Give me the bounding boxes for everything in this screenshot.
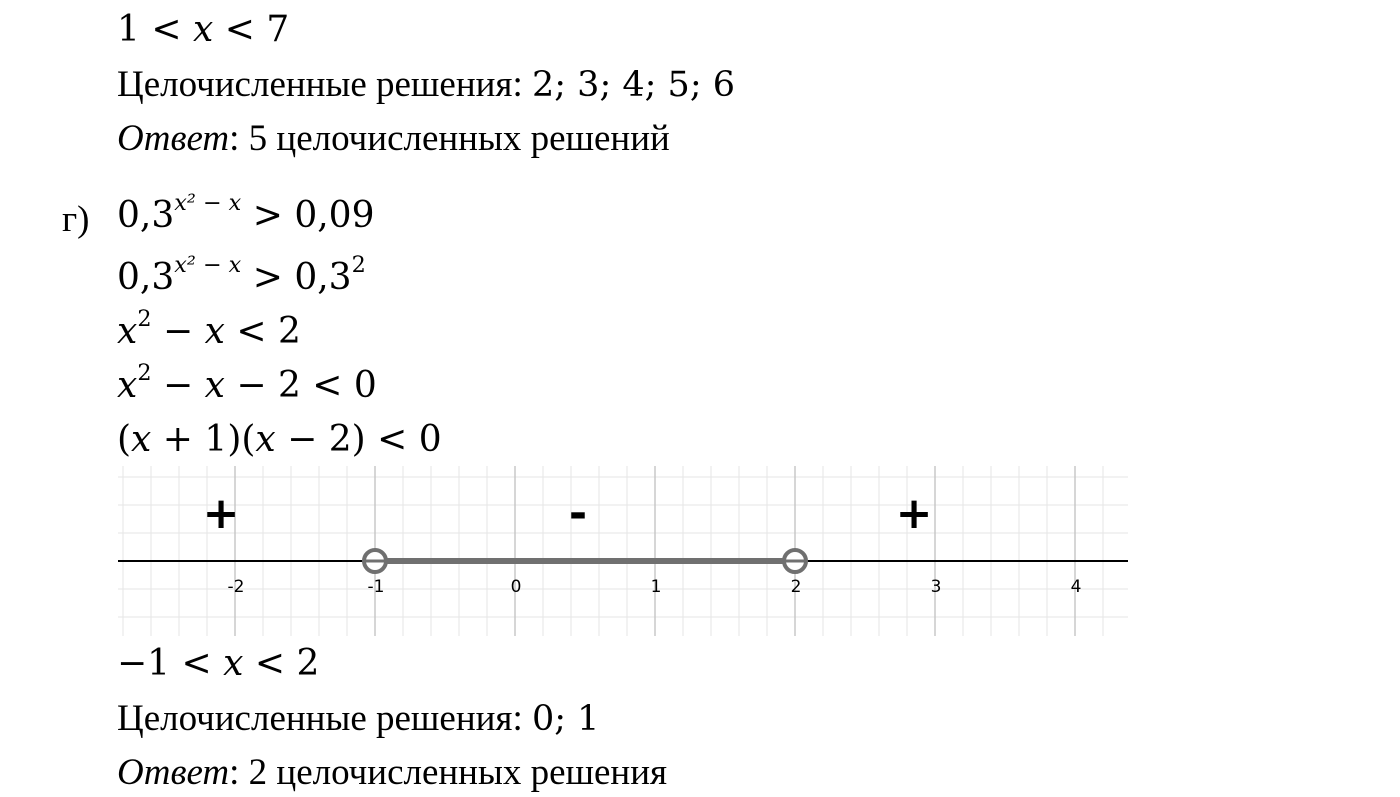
result-range-var: x xyxy=(223,643,244,684)
step-5-p3: − 2) < 0 xyxy=(275,419,442,460)
tick-label: 3 xyxy=(930,577,942,597)
step-2 xyxy=(117,252,366,298)
step-5 xyxy=(117,419,442,460)
prev-range-op2: < xyxy=(224,9,255,50)
tick-label: 1 xyxy=(650,577,662,597)
tick-label: 0 xyxy=(510,577,522,597)
step-4-var: x xyxy=(117,365,138,406)
prev-range-op1: < xyxy=(151,9,182,50)
prev-answer-label: Ответ xyxy=(117,118,230,159)
tick-label: -2 xyxy=(227,577,245,597)
step-1 xyxy=(117,190,375,236)
sign-label: + xyxy=(202,488,240,539)
step-5-p1: ( xyxy=(117,419,132,460)
prev-range-right: 7 xyxy=(266,9,290,50)
prev-integer-solutions-label: Целочисленные решения: xyxy=(117,64,523,105)
prev-integer-solutions-values: 2; 3; 4; 5; 6 xyxy=(532,65,736,105)
part-g-answer xyxy=(117,754,667,791)
step-2-exponent: x² − x xyxy=(174,252,242,279)
step-4-rest1: − xyxy=(151,365,205,406)
number-line-grid xyxy=(118,466,1128,636)
step-2-base: 0,3 xyxy=(117,257,175,298)
step-3-var2: x xyxy=(204,311,225,352)
sign-label: - xyxy=(568,488,588,539)
step-2-rest-exponent: 2 xyxy=(351,252,366,279)
prev-range-left: 1 xyxy=(117,9,140,50)
step-4 xyxy=(117,360,377,406)
prev-integer-solutions xyxy=(117,66,735,103)
step-4-var2: x xyxy=(204,365,225,406)
result-range-op2: < xyxy=(254,643,286,684)
step-4-rest2: − 2 < 0 xyxy=(224,365,377,406)
step-3 xyxy=(117,306,301,352)
result-range-left: −1 xyxy=(117,643,171,684)
step-1-rest: > 0,09 xyxy=(241,195,375,236)
step-4-sup: 2 xyxy=(137,360,152,387)
tick-labels xyxy=(228,577,1082,597)
step-5-v2: x xyxy=(255,419,276,460)
step-3-rest1: − xyxy=(151,311,205,352)
step-5-p2: + 1)( xyxy=(151,419,256,460)
prev-range-var: x xyxy=(192,9,214,50)
prev-range xyxy=(117,9,290,50)
step-3-sup: 2 xyxy=(137,306,152,333)
step-3-var: x xyxy=(117,311,138,352)
part-g-integer-solutions-label: Целочисленные решения: xyxy=(117,698,523,739)
part-g-label: г) xyxy=(62,199,90,240)
tick-label: 2 xyxy=(790,577,802,597)
step-1-exponent: x² − x xyxy=(174,190,242,217)
number-line-diagram xyxy=(118,466,1128,636)
prev-answer xyxy=(117,120,670,157)
step-3-rest2: < 2 xyxy=(224,311,301,352)
result-range-right: 2 xyxy=(296,643,320,684)
step-5-v1: x xyxy=(131,419,152,460)
step-1-base: 0,3 xyxy=(117,195,175,236)
part-g-answer-text: : 2 целочисленных решения xyxy=(229,752,668,793)
tick-label: 4 xyxy=(1070,577,1082,597)
sign-label: + xyxy=(895,488,933,539)
prev-answer-text: : 5 целочисленных решений xyxy=(229,118,670,159)
part-g-integer-solutions-values: 0; 1 xyxy=(532,699,600,739)
step-2-rest: > 0,3 xyxy=(241,257,352,298)
result-range-op1: < xyxy=(181,643,212,684)
part-g-answer-label: Ответ xyxy=(117,752,230,793)
result-range xyxy=(117,643,320,684)
tick-label: -1 xyxy=(367,577,385,597)
part-g-integer-solutions xyxy=(117,700,599,737)
